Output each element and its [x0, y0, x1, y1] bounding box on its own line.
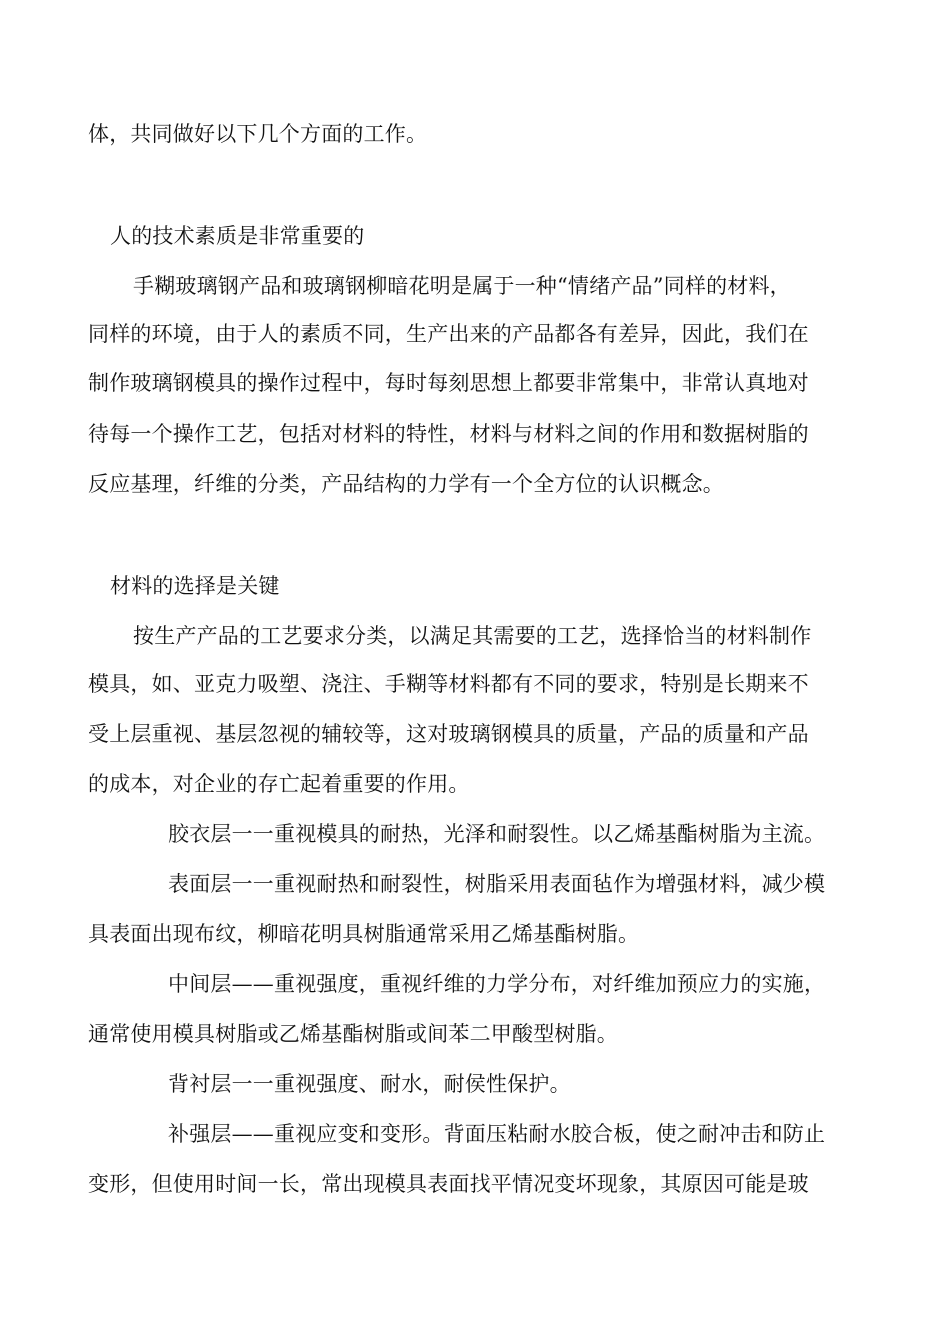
- section-heading-technical-quality: 人的技术素质是非常重要的: [110, 224, 365, 248]
- paragraph-line: 反应基理，纤维的分类，产品结构的力学有一个全方位的认识概念。: [88, 472, 724, 496]
- layer-middle: 中间层——重视强度，重视纤维的力学分布，对纤维加预应力的实施，: [168, 972, 826, 996]
- layer-backing: 背衬层一一重视强度、耐水，耐侯性保护。: [168, 1072, 571, 1096]
- paragraph-line: 按生产产品的工艺要求分类，以满足其需要的工艺，选择恰当的材料制作: [133, 624, 812, 648]
- paragraph-line: 同样的环境，由于人的素质不同，生产出来的产品都各有差异，因此，我们在: [88, 322, 809, 346]
- layer-surface-cont: 具表面出现布纹，柳暗花明具树脂通常采用乙烯基酯树脂。: [88, 922, 640, 946]
- paragraph-line: 的成本，对企业的存亡起着重要的作用。: [88, 772, 470, 796]
- layer-reinforcement-cont: 变形，但使用时间一长，常出现模具表面找平情况变坏现象，其原因可能是玻: [88, 1172, 809, 1196]
- text-line: 体，共同做好以下几个方面的工作。: [88, 122, 428, 146]
- paragraph-line: 待每一个操作工艺，包括对材料的特性，材料与材料之间的作用和数据树脂的: [88, 422, 809, 446]
- layer-surface: 表面层一一重视耐热和耐裂性，树脂采用表面毡作为增强材料，减少模: [168, 872, 826, 896]
- layer-middle-cont: 通常使用模具树脂或乙烯基酯树脂或间苯二甲酸型树脂。: [88, 1022, 618, 1046]
- section-heading-material-selection: 材料的选择是关键: [110, 574, 280, 598]
- layer-gel-coat: 胶衣层一一重视模具的耐热，光泽和耐裂性。以乙烯基酯树脂为主流。: [168, 822, 826, 846]
- paragraph-line: 手糊玻璃钢产品和玻璃钢柳暗花明是属于一种“情绪产品”同样的材料，: [133, 274, 791, 298]
- paragraph-line: 制作玻璃钢模具的操作过程中，每时每刻思想上都要非常集中，非常认真地对: [88, 371, 809, 395]
- layer-reinforcement: 补强层——重视应变和变形。背面压粘耐水胶合板，使之耐冲击和防止: [168, 1122, 826, 1146]
- paragraph-line: 受上层重视、基层忽视的辅较等，这对玻璃钢模具的质量，产品的质量和产品: [88, 722, 809, 746]
- paragraph-line: 模具，如、亚克力吸塑、浇注、手糊等材料都有不同的要求，特别是长期来不: [88, 672, 809, 696]
